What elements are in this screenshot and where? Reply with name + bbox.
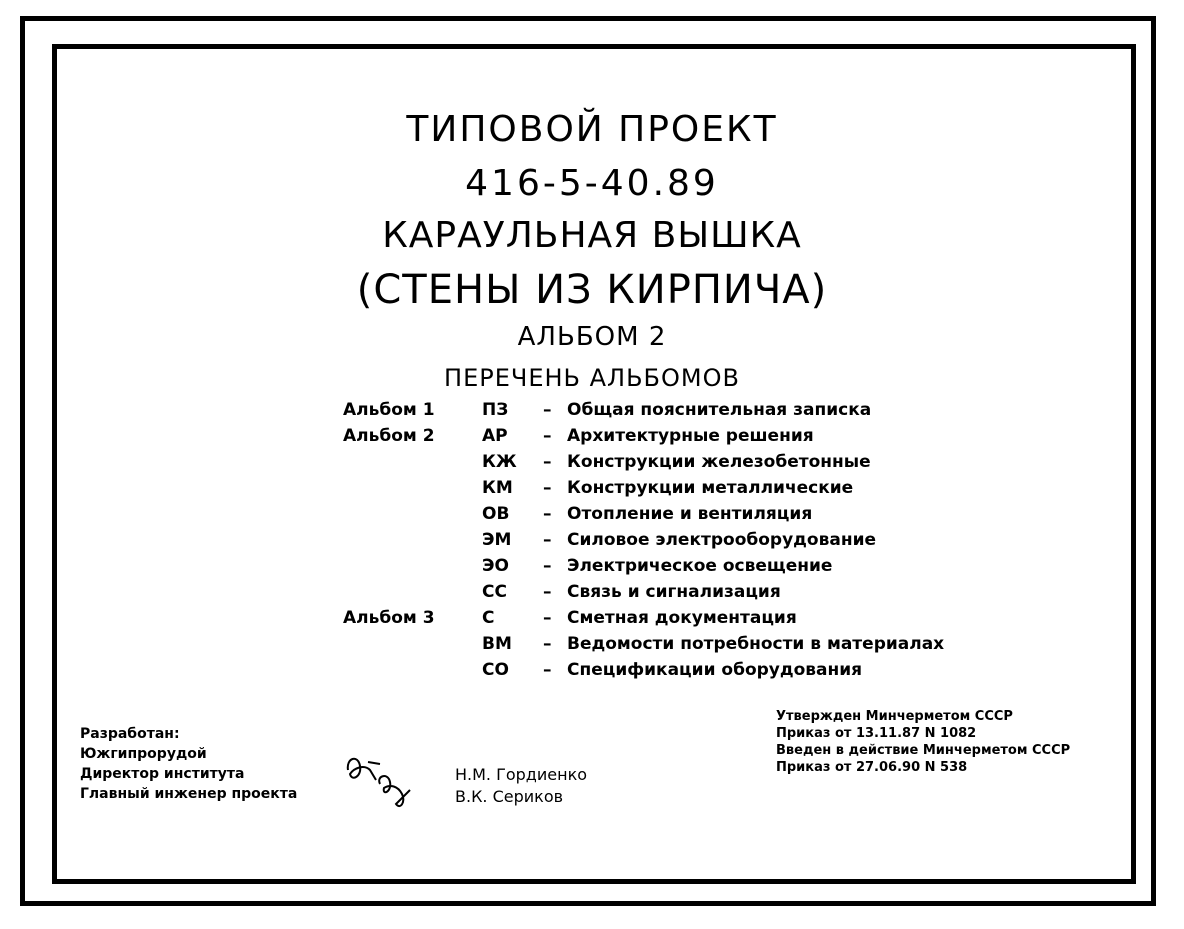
album-row — [0, 478, 1184, 504]
album-row — [0, 582, 1184, 608]
section-description: Архитектурные решения — [567, 426, 814, 446]
album-row — [0, 608, 1184, 634]
section-code: ЭМ — [482, 530, 512, 550]
section-code: СО — [482, 660, 509, 680]
section-description: Отопление и вентиляция — [567, 504, 813, 524]
section-code: ЭО — [482, 556, 509, 576]
section-description: Ведомости потребности в материалах — [567, 634, 945, 654]
dash: – — [543, 582, 552, 602]
dash: – — [543, 634, 552, 654]
chief-engineer-title: Главный инженер проекта — [80, 786, 298, 802]
section-description: Сметная документация — [567, 608, 797, 628]
album-row — [0, 556, 1184, 582]
title-object-subtitle: (СТЕНЫ ИЗ КИРПИЧА) — [356, 267, 828, 313]
approval-order: Приказ от 13.11.87 N 1082 — [776, 726, 977, 741]
enactment-order: Приказ от 27.06.90 N 538 — [776, 760, 968, 775]
section-code: КМ — [482, 478, 513, 498]
album-list-heading: ПЕРЕЧЕНЬ АЛЬБОМОВ — [444, 364, 740, 392]
section-description: Конструкции железобетонные — [567, 452, 871, 472]
approval-block — [776, 708, 1070, 776]
section-code: СС — [482, 582, 507, 602]
album-number: Альбом 2 — [343, 426, 435, 446]
album-row — [0, 426, 1184, 452]
developer-organization: Южгипрорудой — [80, 746, 207, 762]
album-row — [0, 452, 1184, 478]
chief-engineer-name: В.К. Сериков — [455, 787, 564, 806]
dash: – — [543, 556, 552, 576]
section-code: ПЗ — [482, 400, 509, 420]
title-album-number: АЛЬБОМ 2 — [517, 322, 667, 352]
album-number: Альбом 1 — [343, 400, 435, 420]
dash: – — [543, 608, 552, 628]
section-description: Электрическое освещение — [567, 556, 833, 576]
section-description: Конструкции металлические — [567, 478, 854, 498]
album-row — [0, 660, 1184, 686]
approval-line: Утвержден Минчерметом СССР — [776, 709, 1013, 724]
album-row — [0, 634, 1184, 660]
dash: – — [543, 530, 552, 550]
section-code: ОВ — [482, 504, 510, 524]
developer-label: Разработан: — [80, 726, 180, 742]
director-title: Директор института — [80, 766, 245, 782]
dash: – — [543, 452, 552, 472]
signatures-image — [340, 740, 460, 820]
director-name: Н.М. Гордиенко — [455, 765, 588, 784]
section-code: КЖ — [482, 452, 517, 472]
album-row — [0, 504, 1184, 530]
section-code: С — [482, 608, 495, 628]
section-code: ВМ — [482, 634, 512, 654]
title-type-project: ТИПОВОЙ ПРОЕКТ — [406, 109, 778, 150]
names-block — [455, 764, 587, 808]
album-number: Альбом 3 — [343, 608, 435, 628]
album-row — [0, 530, 1184, 556]
section-description: Связь и сигнализация — [567, 582, 781, 602]
dash: – — [543, 400, 552, 420]
album-row — [0, 400, 1184, 426]
dash: – — [543, 426, 552, 446]
section-description: Спецификации оборудования — [567, 660, 863, 680]
enactment-line: Введен в действие Минчерметом СССР — [776, 743, 1071, 758]
section-description: Общая пояснительная записка — [567, 400, 872, 420]
dash: – — [543, 504, 552, 524]
section-description: Силовое электрооборудование — [567, 530, 877, 550]
title-object-name: КАРАУЛЬНАЯ ВЫШКА — [382, 215, 802, 256]
section-code: АР — [482, 426, 508, 446]
developer-block — [80, 724, 297, 804]
title-project-number: 416-5-40.89 — [465, 163, 719, 204]
dash: – — [543, 660, 552, 680]
dash: – — [543, 478, 552, 498]
album-list — [0, 400, 1184, 690]
